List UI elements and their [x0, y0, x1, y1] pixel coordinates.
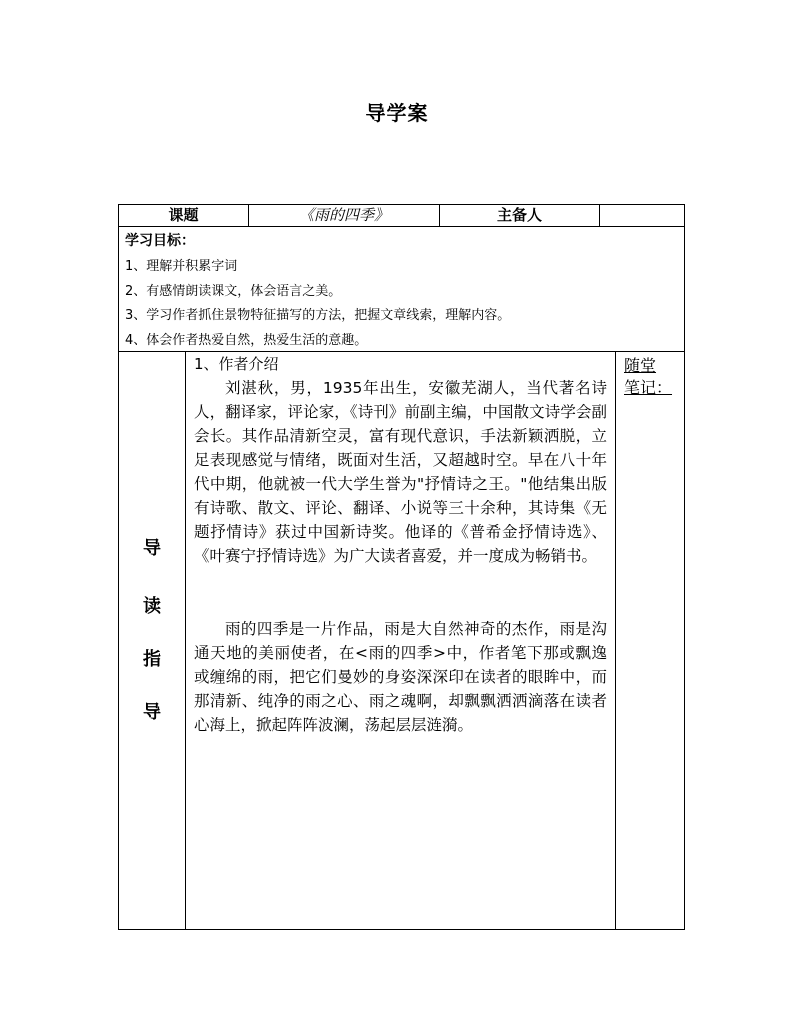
side-char: 导 [143, 538, 161, 559]
notes-column [616, 352, 686, 930]
objectives-section [119, 227, 684, 352]
objective-item: 1、理解并积累字词 [125, 259, 238, 274]
objective-item: 3、学习作者抓住景物特征描写的方法，把握文章线索，理解内容。 [125, 308, 511, 323]
topic-label: 课题 [119, 205, 249, 226]
worksheet-table [118, 204, 685, 930]
objective-item: 4、体会作者热爱自然，热爱生活的意趣。 [125, 332, 368, 348]
notes-label: 随堂 笔记： [624, 356, 673, 397]
page-title: 导学案 [365, 101, 429, 125]
objective-item: 2、有感情朗读课文，体会语言之美。 [125, 283, 342, 299]
side-char: 读 [143, 596, 161, 617]
objectives-title: 学习目标： [125, 233, 195, 249]
header-row [119, 205, 684, 227]
work-intro-paragraph: 雨的四季是一片作品，雨是大自然神奇的杰作，雨是沟通天地的美丽使者，在<雨的四季>中，作者笔下那或飘逸或缠绵的雨，把它们曼妙的身姿深深印在读者的眼眸中，而那清新、纯净的雨之心、雨之魂啊，却飘飘洒洒滴落在读者心海上，掀起阵阵波澜，荡起层层涟漪。 [194, 620, 607, 734]
guide-content [186, 352, 616, 930]
section-title: 1、作者介绍 [194, 355, 279, 373]
side-char: 导 [143, 702, 161, 723]
guide-side-label [119, 352, 186, 930]
preparer-value [600, 205, 685, 226]
topic-value: 《雨的四季》 [249, 205, 440, 226]
side-char: 指 [143, 649, 161, 670]
guide-section [119, 352, 684, 930]
author-intro-paragraph: 刘湛秋，男，1935年出生，安徽芜湖人，当代著名诗人，翻译家，评论家，《诗刊》前副主编，中国散文诗学会副会长。其作品清新空灵，富有现代意识，手法新颖洒脱，立足表现感觉与情绪，既面对生活，又超越时空。早在八十年代中期，他就被一代大学生誉为"抒情诗之王。"他结集出版有诗歌、散文、评论、翻译、小说等三十余种，其诗集《无题抒情诗》获过中国新诗奖。他译的《普希金抒情诗选》、《叶赛宁抒情诗选》为广大读者喜爱，并一度成为畅销书。 [194, 379, 607, 565]
preparer-label: 主备人 [440, 205, 600, 226]
